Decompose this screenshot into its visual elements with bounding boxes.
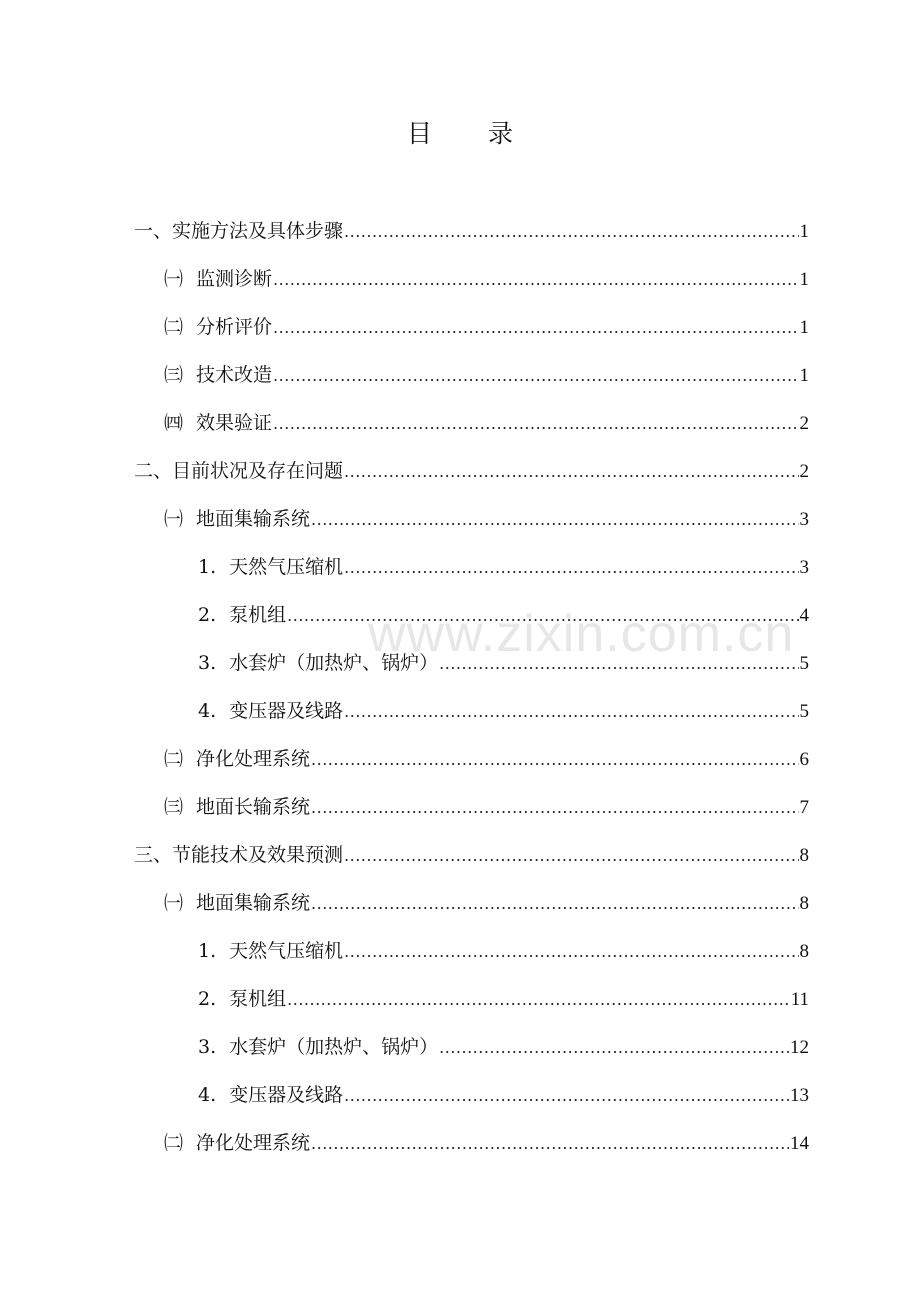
toc-entry[interactable]	[134, 216, 809, 256]
toc-entry-title: 水套炉（加热炉、锅炉）	[229, 1036, 439, 1058]
toc-entry-title: 技术改造	[196, 364, 273, 386]
toc-page-number: 11	[790, 989, 809, 1010]
toc-page-number: 2	[799, 461, 809, 482]
leader-dots	[311, 798, 798, 817]
toc-entry[interactable]	[164, 744, 809, 784]
toc-entry[interactable]	[198, 696, 809, 736]
toc-page-number: 1	[799, 269, 809, 290]
toc-entry-number: ㈢	[164, 364, 184, 386]
toc-entry-title: 地面集输系统	[196, 892, 311, 914]
toc-entry-title: 天然气压缩机	[229, 556, 344, 578]
toc-entry-title: 变压器及线路	[229, 1084, 344, 1106]
watermark: www.zixin.com.cn	[368, 605, 795, 663]
leader-dots	[311, 894, 798, 913]
toc-entry-number: 4.	[198, 700, 217, 722]
toc-entry-title: 地面集输系统	[196, 508, 311, 530]
toc-entry-title: 一、实施方法及具体步骤	[134, 220, 344, 242]
toc-entry[interactable]	[164, 264, 809, 304]
toc-page-number: 5	[799, 653, 809, 674]
toc-entry-number: 1.	[198, 940, 217, 962]
leader-dots	[439, 654, 798, 673]
leader-dots	[287, 606, 798, 625]
leader-dots	[344, 1086, 789, 1105]
toc-entry[interactable]	[134, 840, 809, 880]
toc-entry-number: ㈠	[164, 508, 184, 530]
toc-page-number: 4	[799, 605, 809, 626]
toc-entry[interactable]	[198, 984, 809, 1024]
toc-entry-number: ㈣	[164, 412, 184, 434]
leader-dots	[344, 942, 798, 961]
toc-entry[interactable]	[164, 888, 809, 928]
toc-entry-number: ㈢	[164, 796, 184, 818]
toc-entry-title: 净化处理系统	[196, 748, 311, 770]
toc-entry-title: 变压器及线路	[229, 700, 344, 722]
toc-page-number: 12	[790, 1037, 809, 1058]
toc-page-number: 1	[799, 221, 809, 242]
toc-entry-title: 水套炉（加热炉、锅炉）	[229, 652, 439, 674]
leader-dots	[311, 1134, 789, 1153]
toc-entry[interactable]	[198, 600, 809, 640]
toc-entry[interactable]	[164, 792, 809, 832]
leader-dots	[344, 702, 798, 721]
toc-page-number: 2	[799, 413, 809, 434]
toc-entry[interactable]	[164, 408, 809, 448]
toc-entry-number: 3.	[198, 652, 217, 674]
toc-entry-title: 分析评价	[196, 316, 273, 338]
leader-dots	[344, 846, 798, 865]
toc-page-number: 7	[799, 797, 809, 818]
toc-page-number: 8	[799, 941, 809, 962]
leader-dots	[287, 990, 790, 1009]
toc-entry[interactable]	[198, 1080, 809, 1120]
toc-entry-number: 4.	[198, 1084, 217, 1106]
leader-dots	[273, 270, 798, 289]
toc-entry-title: 地面长输系统	[196, 796, 311, 818]
leader-dots	[344, 558, 798, 577]
toc-entry[interactable]	[198, 1032, 809, 1072]
leader-dots	[344, 222, 798, 241]
toc-entry[interactable]	[164, 312, 809, 352]
toc-entry-number: ㈡	[164, 316, 184, 338]
toc-entry-title: 效果验证	[196, 412, 273, 434]
toc-page-number: 13	[790, 1085, 809, 1106]
toc-entry[interactable]	[198, 552, 809, 592]
toc-entry-title: 净化处理系统	[196, 1132, 311, 1154]
toc-entry-number: 3.	[198, 1036, 217, 1058]
document-title: 目 录	[407, 119, 537, 148]
toc-entry-title: 监测诊断	[196, 268, 273, 290]
leader-dots	[439, 1038, 789, 1057]
leader-dots	[311, 750, 798, 769]
toc-page-number: 3	[799, 557, 809, 578]
toc-entry-title: 泵机组	[229, 988, 287, 1010]
toc-entry-title: 二、目前状况及存在问题	[134, 460, 344, 482]
toc-page-number: 8	[799, 845, 809, 866]
toc-entry-number: 2.	[198, 988, 217, 1010]
toc-page-number: 1	[799, 317, 809, 338]
toc-page-number: 14	[790, 1133, 809, 1154]
toc-entry-number: ㈡	[164, 1132, 184, 1154]
toc-entry-number: ㈠	[164, 268, 184, 290]
leader-dots	[311, 510, 798, 529]
toc-entry-title: 泵机组	[229, 604, 287, 626]
toc-entry[interactable]	[134, 456, 809, 496]
toc-page-number: 5	[799, 701, 809, 722]
toc-entry-title: 天然气压缩机	[229, 940, 344, 962]
toc-page-number: 1	[799, 365, 809, 386]
toc-page-number: 6	[799, 749, 809, 770]
toc-entry[interactable]	[164, 1128, 809, 1168]
toc-entry-number: ㈠	[164, 892, 184, 914]
toc-entry[interactable]	[198, 648, 809, 688]
toc-entry-number: 2.	[198, 604, 217, 626]
leader-dots	[273, 414, 798, 433]
toc-page-number: 8	[799, 893, 809, 914]
toc-entry[interactable]	[164, 504, 809, 544]
toc-entry-number: 1.	[198, 556, 217, 578]
leader-dots	[273, 318, 798, 337]
toc-entry-number: ㈡	[164, 748, 184, 770]
toc-entry[interactable]	[198, 936, 809, 976]
leader-dots	[344, 462, 798, 481]
leader-dots	[273, 366, 798, 385]
toc-entry-title: 三、节能技术及效果预测	[134, 844, 344, 866]
toc-page-number: 3	[799, 509, 809, 530]
toc-entry[interactable]	[164, 360, 809, 400]
